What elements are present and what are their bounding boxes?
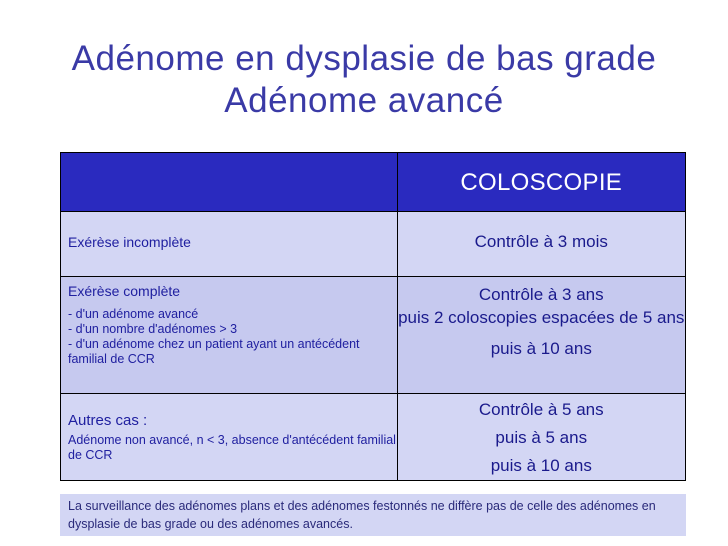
header-cell-right bbox=[397, 153, 685, 212]
recommendation-line: Contrôle à 5 ans bbox=[478, 400, 604, 419]
row-label-cell bbox=[61, 212, 398, 277]
footnote: La surveillance des adénomes plans et des adénomes festonnés ne diffère pas de celle des adénomes en dysplasie de bas grade ou des adénomes avancés. bbox=[60, 494, 686, 536]
row-recommendation-cell bbox=[397, 394, 685, 481]
row-detail: - d'un adénome avancé bbox=[68, 307, 199, 321]
row-recommendation-cell bbox=[397, 212, 685, 277]
recommendation-line: Contrôle à 3 mois bbox=[474, 232, 608, 251]
table-row bbox=[61, 212, 686, 277]
recommendation-line: puis 2 coloscopies espacées de 5 ans bbox=[398, 308, 685, 327]
slide-title bbox=[0, 38, 728, 122]
row-label: Exérèse complète bbox=[68, 283, 181, 299]
recommendation-line: puis à 10 ans bbox=[490, 339, 592, 358]
slide-title-line1: Adénome en dysplasie de bas grade bbox=[71, 39, 657, 78]
row-label: Autres cas : bbox=[68, 412, 148, 429]
row-detail: Adénome non avancé, n < 3, absence d'antécédent familial de CCR bbox=[68, 433, 396, 462]
table-header-row bbox=[61, 153, 686, 212]
recommendation-line: puis à 5 ans bbox=[495, 428, 588, 447]
recommendation-line: Contrôle à 3 ans bbox=[478, 285, 604, 304]
table-row bbox=[61, 394, 686, 481]
row-recommendation-cell bbox=[397, 277, 685, 394]
slide-title-line2: Adénome avancé bbox=[224, 81, 504, 120]
row-detail: - d'un nombre d'adénomes > 3 bbox=[68, 322, 238, 336]
row-label-cell bbox=[61, 394, 398, 481]
table-row bbox=[61, 277, 686, 394]
row-detail: - d'un adénome chez un patient ayant un antécédent familial de CCR bbox=[68, 337, 360, 366]
header-cell-left bbox=[61, 153, 398, 212]
surveillance-table bbox=[60, 152, 686, 481]
header-coloscopie: COLOSCOPIE bbox=[460, 169, 623, 196]
row-label-cell bbox=[61, 277, 398, 394]
row-label: Exérèse incomplète bbox=[68, 234, 191, 250]
recommendation-line: puis à 10 ans bbox=[490, 456, 592, 475]
